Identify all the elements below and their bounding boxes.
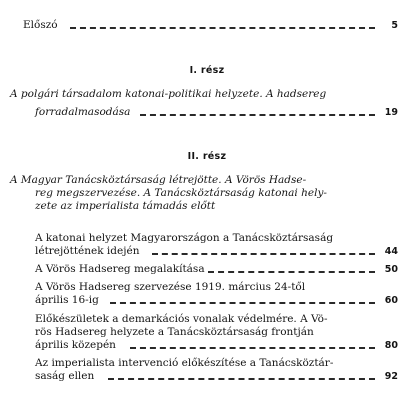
part1-entry-page: 19 (384, 107, 398, 118)
entry-3-line1: A Vörös Hadsereg szervezése 1919. március 24-től (35, 281, 306, 293)
part1-entry-line1: A polgári társadalom katonai-politikai helyzete. A hadsereg (10, 88, 327, 100)
entry-2-line1: A Vörös Hadsereg megalakítása (35, 263, 205, 275)
entry-2-page: 50 (384, 264, 398, 275)
leader-dots (208, 269, 375, 273)
leader-dots (140, 112, 375, 116)
entry-5-line1: Az imperialista intervenció előkészítése a Tanácsköztár- (35, 357, 334, 369)
entry-3-page: 60 (384, 295, 398, 306)
entry-1-line2: létrejöttének idején (35, 245, 140, 257)
leader-dots (152, 251, 375, 255)
entry-3-line2: április 16-ig (35, 294, 99, 306)
part2-chapter-line2: reg megszervezése. A Tanácsköztársaság katonai hely- (35, 187, 327, 199)
leader-dots (70, 25, 375, 29)
leader-dots (110, 300, 375, 304)
part1-heading: I. rész (189, 65, 225, 76)
part2-chapter-line1: A Magyar Tanácsköztársaság létrejötte. A Vörös Hadse- (10, 174, 307, 186)
part1-entry-line2: forradalmasodása (35, 106, 131, 118)
entry-4-line2: rös Hadsereg helyzete a Tanácsköztársaság frontján (35, 326, 314, 338)
part2-heading: II. rész (187, 151, 227, 162)
entry-4-line1: Előkészületek a demarkációs vonalak védelmére. A Vö- (35, 313, 328, 325)
leader-dots (108, 376, 375, 380)
entry-1-line1: A katonai helyzet Magyarországon a Tanácsköztársaság (35, 232, 334, 244)
entry-5-page: 92 (384, 371, 398, 382)
entry-1-page: 44 (384, 246, 398, 257)
part2-chapter-line3: zete az imperialista támadás előtt (35, 200, 216, 212)
foreword-page: 5 (391, 20, 398, 31)
entry-4-page: 80 (384, 340, 398, 351)
entry-5-line2: saság ellen (35, 370, 95, 382)
entry-4-line3: április közepén (35, 339, 116, 351)
foreword-title: Előszó (23, 19, 58, 31)
leader-dots (130, 345, 375, 349)
